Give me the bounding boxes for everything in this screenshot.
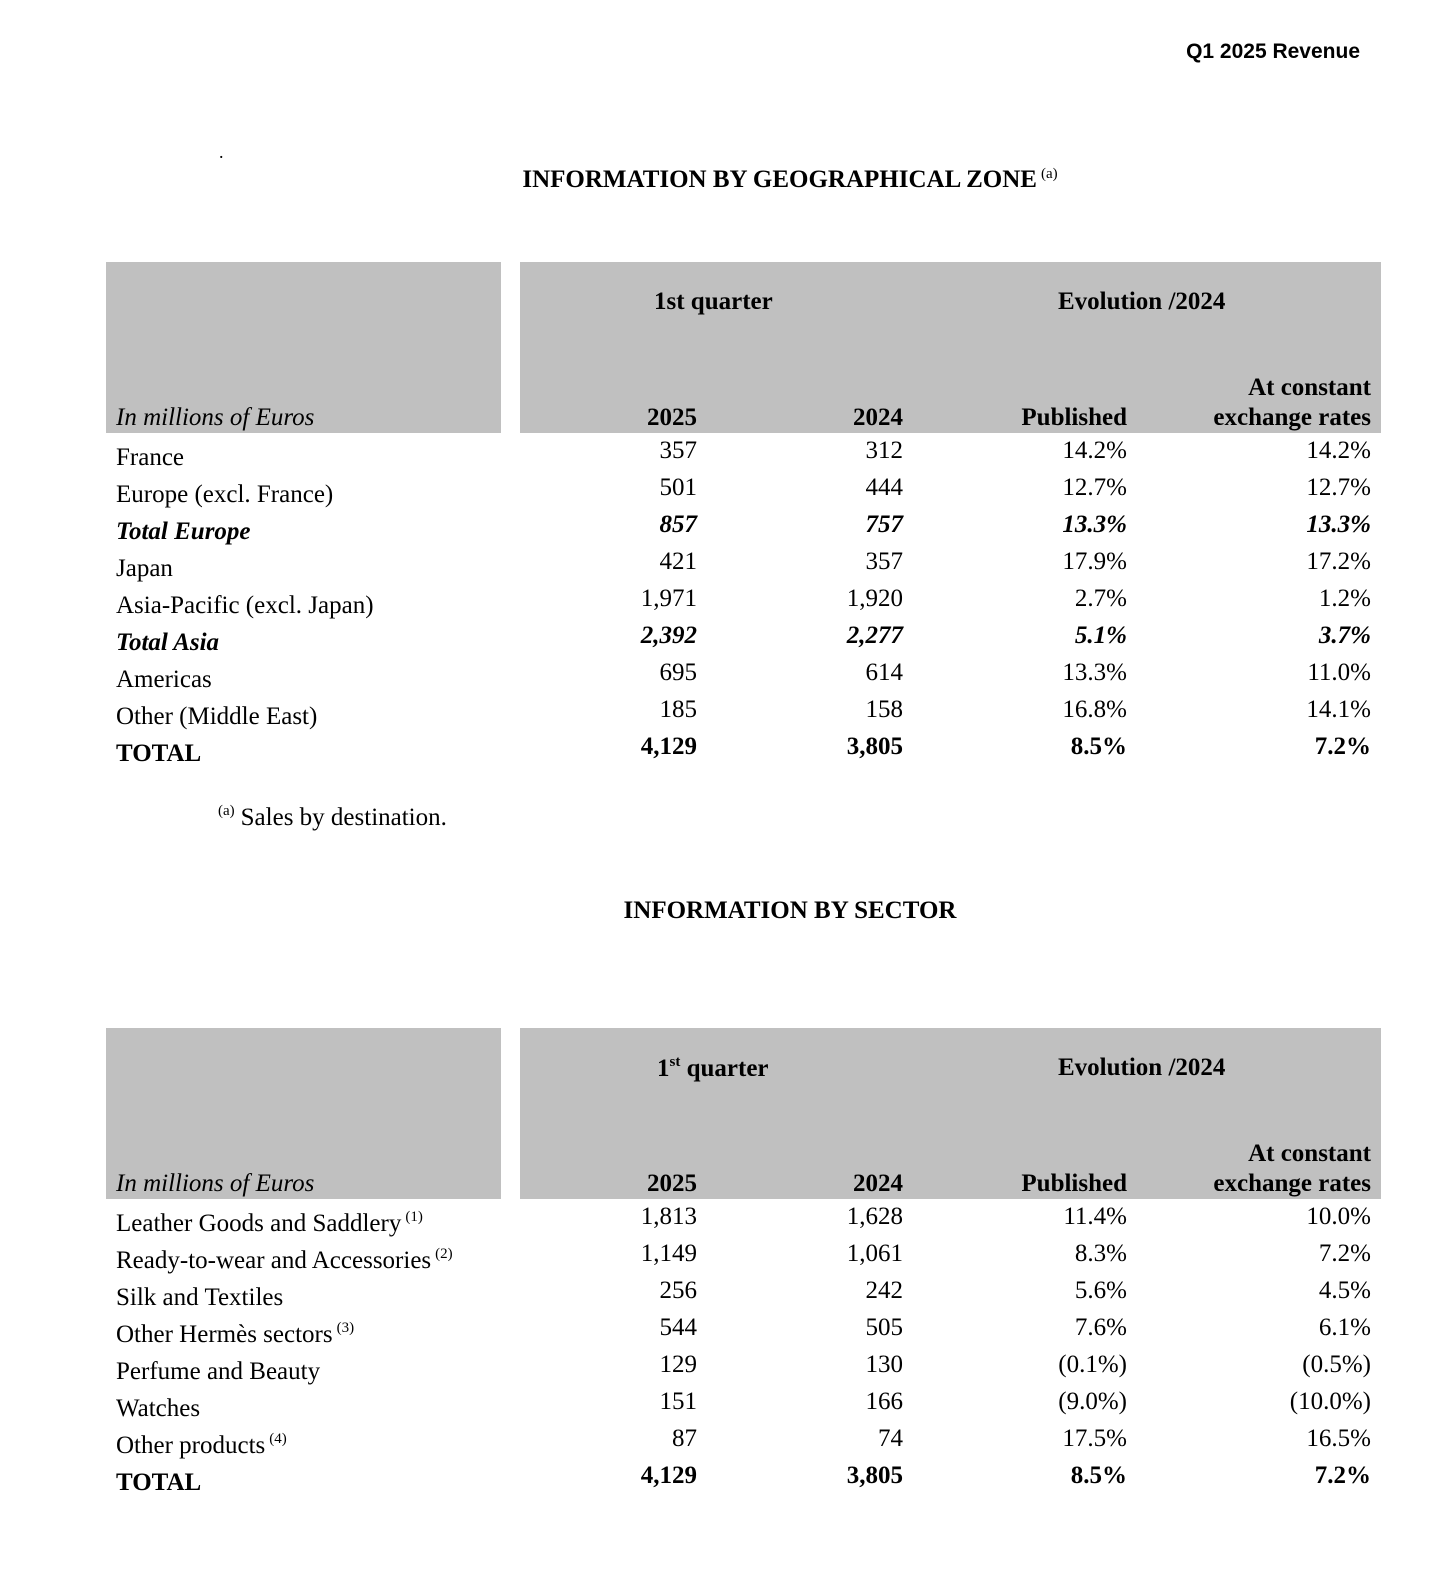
row-published: 13.3% — [1062, 511, 1127, 538]
sector-col-2024: 2024 — [853, 1170, 903, 1197]
row-published: (9.0%) — [1058, 1388, 1127, 1415]
geo-table-body — [106, 433, 1381, 766]
row-label — [116, 1461, 205, 1498]
row-value-2025: 129 — [659, 1351, 697, 1378]
table-row — [106, 1384, 1381, 1421]
row-value-2025: 4,129 — [640, 1462, 697, 1489]
row-published: 13.3% — [1062, 659, 1127, 686]
sector-table-body — [106, 1199, 1381, 1495]
row-value-2024: 1,061 — [846, 1240, 903, 1267]
row-label-text: Europe (excl. France) — [116, 481, 334, 508]
row-value-2025: 501 — [659, 474, 697, 501]
row-value-2024: 1,628 — [846, 1203, 903, 1230]
sector-col-constant-line1: At constant — [1248, 1140, 1371, 1167]
row-value-2024: 158 — [865, 696, 903, 723]
sector-group-quarter-num: 1 — [657, 1055, 670, 1082]
sector-group-quarter-word: quarter — [686, 1055, 769, 1082]
row-label — [116, 584, 378, 621]
sector-table — [106, 1028, 1381, 1495]
row-constant: (10.0%) — [1289, 1388, 1371, 1415]
row-published: 5.1% — [1074, 622, 1127, 649]
row-value-2025: 151 — [659, 1388, 697, 1415]
table-row — [106, 1199, 1381, 1236]
table-row — [106, 581, 1381, 618]
sector-group-quarter-sup: st — [669, 1054, 681, 1070]
table-row — [106, 618, 1381, 655]
row-value-2024: 166 — [865, 1388, 903, 1415]
row-constant: (0.5%) — [1302, 1351, 1371, 1378]
row-label-text: Americas — [116, 666, 212, 693]
row-label-text: Total Europe — [116, 518, 251, 545]
row-label-note: (3) — [336, 1320, 355, 1336]
row-constant: 13.3% — [1306, 511, 1371, 538]
sector-col-published: Published — [1021, 1170, 1127, 1197]
geo-col-2025: 2025 — [647, 404, 697, 431]
row-label-text: TOTAL — [116, 740, 202, 767]
table-row — [106, 470, 1381, 507]
geo-footnote-text: Sales by destination. — [240, 804, 447, 831]
row-constant: 11.0% — [1307, 659, 1371, 686]
table-row — [106, 544, 1381, 581]
row-published: 14.2% — [1062, 437, 1127, 464]
row-published: 2.7% — [1074, 585, 1127, 612]
row-label-note: (4) — [269, 1431, 287, 1447]
row-label — [116, 732, 205, 769]
row-published: 5.6% — [1074, 1277, 1127, 1304]
row-label — [116, 1313, 354, 1350]
table-row — [106, 1310, 1381, 1347]
table-row — [106, 692, 1381, 729]
row-constant: 3.7% — [1318, 622, 1371, 649]
table-row — [106, 729, 1381, 766]
row-label — [116, 1424, 287, 1461]
row-constant: 14.1% — [1306, 696, 1371, 723]
geo-table-header — [106, 262, 1381, 433]
row-label — [116, 695, 321, 732]
row-label-text: Asia-Pacific (excl. Japan) — [116, 592, 374, 619]
row-label-text: Leather Goods and Saddlery — [116, 1210, 402, 1237]
row-value-2024: 2,277 — [846, 622, 903, 649]
row-constant: 17.2% — [1306, 548, 1371, 575]
row-label — [116, 473, 337, 510]
row-constant: 1.2% — [1318, 585, 1371, 612]
geo-section-title — [0, 166, 1454, 194]
row-label — [116, 1350, 324, 1387]
table-row — [106, 1273, 1381, 1310]
sector-table-header — [106, 1028, 1381, 1199]
row-label — [116, 621, 223, 658]
row-published: 11.4% — [1063, 1203, 1127, 1230]
row-published: 16.8% — [1062, 696, 1127, 723]
geo-col-constant-line1: At constant — [1248, 374, 1371, 401]
geo-group-evolution: Evolution /2024 — [1058, 288, 1226, 315]
row-published: 17.9% — [1062, 548, 1127, 575]
row-published: (0.1%) — [1058, 1351, 1127, 1378]
sector-col-2025: 2025 — [647, 1170, 697, 1197]
row-published: 8.5% — [1070, 1462, 1127, 1489]
row-value-2024: 242 — [865, 1277, 903, 1304]
row-value-2024: 757 — [865, 511, 903, 538]
row-constant: 4.5% — [1318, 1277, 1371, 1304]
sector-col-constant-line2: exchange rates — [1213, 1170, 1371, 1197]
row-published: 7.6% — [1074, 1314, 1127, 1341]
row-label-text: Other products — [116, 1432, 266, 1459]
geo-table — [106, 262, 1381, 766]
row-label — [116, 510, 255, 547]
row-label-text: Other Hermès sectors — [116, 1321, 333, 1348]
geo-section-title-text: INFORMATION BY GEOGRAPHICAL ZONE — [522, 166, 1037, 193]
geo-col-constant — [1213, 373, 1371, 433]
table-row — [106, 1347, 1381, 1384]
geo-col-constant-line2: exchange rates — [1213, 404, 1371, 431]
row-value-2024: 3,805 — [846, 733, 903, 760]
row-value-2025: 1,813 — [640, 1203, 697, 1230]
geo-section-title-note: (a) — [1040, 166, 1058, 182]
row-value-2025: 857 — [659, 511, 697, 538]
row-value-2024: 312 — [865, 437, 903, 464]
row-label-text: Perfume and Beauty — [116, 1358, 321, 1385]
geo-col-published: Published — [1021, 404, 1127, 431]
row-value-2024: 3,805 — [846, 1462, 903, 1489]
row-published: 8.3% — [1074, 1240, 1127, 1267]
sector-group-evolution: Evolution /2024 — [1058, 1054, 1226, 1081]
row-constant: 10.0% — [1306, 1203, 1371, 1230]
sector-col-constant — [1213, 1139, 1371, 1199]
row-value-2025: 4,129 — [640, 733, 697, 760]
row-constant: 12.7% — [1306, 474, 1371, 501]
row-constant: 6.1% — [1318, 1314, 1371, 1341]
geo-group-quarter: 1st quarter — [654, 288, 773, 315]
row-value-2024: 1,920 — [846, 585, 903, 612]
row-published: 17.5% — [1062, 1425, 1127, 1452]
row-value-2025: 1,149 — [640, 1240, 697, 1267]
row-label — [116, 1387, 204, 1424]
row-value-2025: 357 — [659, 437, 697, 464]
row-value-2024: 444 — [865, 474, 903, 501]
row-value-2025: 1,971 — [640, 585, 697, 612]
document-header-title: Q1 2025 Revenue — [1186, 40, 1360, 63]
row-label-text: Total Asia — [116, 629, 220, 656]
row-label-text: TOTAL — [116, 1469, 202, 1496]
sector-section-title: INFORMATION BY SECTOR — [623, 897, 957, 924]
row-constant: 7.2% — [1318, 1240, 1371, 1267]
row-value-2024: 74 — [878, 1425, 903, 1452]
row-constant: 7.2% — [1314, 1462, 1371, 1489]
row-label-text: Other (Middle East) — [116, 703, 318, 730]
row-label-text: Watches — [116, 1395, 201, 1422]
row-value-2024: 614 — [865, 659, 903, 686]
sector-unit-label: In millions of Euros — [116, 1170, 315, 1197]
row-value-2024: 130 — [865, 1351, 903, 1378]
geo-col-2024: 2024 — [853, 404, 903, 431]
table-row — [106, 1421, 1381, 1458]
row-label — [116, 1202, 423, 1239]
table-row — [106, 507, 1381, 544]
row-constant: 16.5% — [1306, 1425, 1371, 1452]
geo-footnote-marker: (a) — [218, 803, 235, 819]
row-label-note: (1) — [405, 1209, 423, 1225]
row-constant: 7.2% — [1314, 733, 1371, 760]
row-value-2025: 256 — [659, 1277, 697, 1304]
row-label-text: France — [116, 444, 185, 471]
table-row — [106, 1458, 1381, 1495]
table-row — [106, 433, 1381, 470]
row-value-2025: 2,392 — [640, 622, 697, 649]
row-label — [116, 658, 216, 695]
row-label-text: Ready-to-wear and Accessories — [116, 1247, 432, 1274]
geo-unit-label: In millions of Euros — [116, 404, 315, 431]
row-label — [116, 436, 188, 473]
row-label — [116, 1276, 287, 1313]
stray-mark: . — [219, 142, 224, 162]
sector-group-quarter — [657, 1054, 769, 1083]
row-value-2025: 695 — [659, 659, 697, 686]
row-value-2024: 357 — [865, 548, 903, 575]
row-value-2025: 185 — [659, 696, 697, 723]
row-label-note: (2) — [435, 1246, 453, 1262]
geo-footnote — [218, 803, 447, 832]
row-value-2025: 544 — [659, 1314, 697, 1341]
table-row — [106, 655, 1381, 692]
row-constant: 14.2% — [1306, 437, 1371, 464]
row-value-2024: 505 — [865, 1314, 903, 1341]
row-published: 8.5% — [1070, 733, 1127, 760]
row-label — [116, 547, 177, 584]
row-value-2025: 87 — [672, 1425, 697, 1452]
row-value-2025: 421 — [659, 548, 697, 575]
row-label-text: Japan — [116, 555, 173, 582]
row-label — [116, 1239, 453, 1276]
table-row — [106, 1236, 1381, 1273]
row-published: 12.7% — [1062, 474, 1127, 501]
row-label-text: Silk and Textiles — [116, 1284, 284, 1311]
